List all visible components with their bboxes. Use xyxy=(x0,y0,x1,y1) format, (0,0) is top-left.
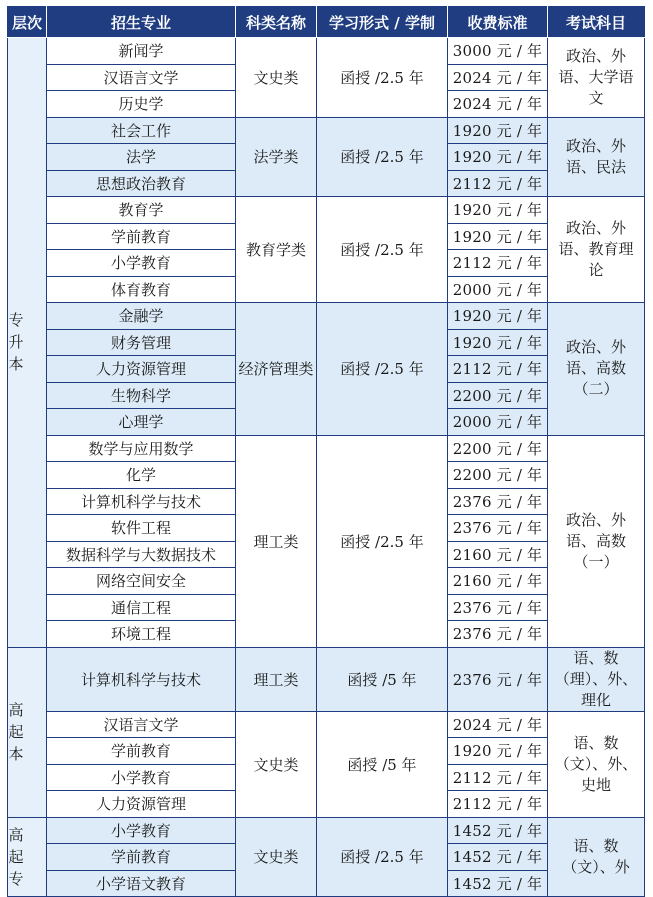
level-label: 高起专 xyxy=(8,825,24,888)
fee-cell: 2200 元 / 年 xyxy=(448,435,548,462)
category-cell: 理工类 xyxy=(236,647,317,711)
fee-cell: 2112 元 / 年 xyxy=(448,250,548,277)
fee-cell: 1920 元 / 年 xyxy=(448,738,548,765)
header-category: 科类名称 xyxy=(236,7,317,38)
header-major: 招生专业 xyxy=(47,7,236,38)
fee-cell: 2376 元 / 年 xyxy=(448,488,548,515)
major-cell: 财务管理 xyxy=(47,329,236,356)
major-cell: 思想政治教育 xyxy=(47,170,236,197)
study-form-cell: 函授 /5 年 xyxy=(317,711,448,817)
table-row xyxy=(8,647,645,711)
major-cell: 小学教育 xyxy=(47,250,236,277)
exam-subjects-cell: 政治、外语、教育理论 xyxy=(548,197,645,303)
fee-cell: 1920 元 / 年 xyxy=(448,197,548,224)
fee-cell: 1920 元 / 年 xyxy=(448,329,548,356)
fee-cell: 3000 元 / 年 xyxy=(448,38,548,65)
fee-cell: 1920 元 / 年 xyxy=(448,117,548,144)
major-cell: 生物科学 xyxy=(47,382,236,409)
fee-cell: 1920 元 / 年 xyxy=(448,223,548,250)
fee-cell: 2112 元 / 年 xyxy=(448,170,548,197)
major-cell: 软件工程 xyxy=(47,515,236,542)
fee-cell: 2024 元 / 年 xyxy=(448,64,548,91)
major-cell: 体育教育 xyxy=(47,276,236,303)
fee-table-container xyxy=(7,6,644,893)
major-cell: 汉语言文学 xyxy=(47,711,236,738)
study-form-cell: 函授 /2.5 年 xyxy=(317,197,448,303)
category-cell: 教育学类 xyxy=(236,197,317,303)
fee-cell: 1452 元 / 年 xyxy=(448,817,548,844)
exam-subjects-cell: 语、数（理）、外、理化 xyxy=(548,647,645,711)
major-cell: 学前教育 xyxy=(47,738,236,765)
major-cell: 金融学 xyxy=(47,303,236,330)
study-form-cell: 函授 /2.5 年 xyxy=(317,38,448,118)
table-row xyxy=(8,435,645,462)
study-form-cell: 函授 /5 年 xyxy=(317,647,448,711)
table-header-row xyxy=(8,7,645,38)
fee-cell: 1452 元 / 年 xyxy=(448,844,548,871)
category-cell: 文史类 xyxy=(236,711,317,817)
exam-subjects-cell: 政治、外语、高数（二） xyxy=(548,303,645,436)
fee-cell: 2200 元 / 年 xyxy=(448,462,548,489)
major-cell: 小学语文教育 xyxy=(47,870,236,897)
table-row xyxy=(8,197,645,224)
category-cell: 经济管理类 xyxy=(236,303,317,436)
major-cell: 社会工作 xyxy=(47,117,236,144)
study-form-cell: 函授 /2.5 年 xyxy=(317,303,448,436)
level-cell xyxy=(8,38,47,648)
major-cell: 历史学 xyxy=(47,91,236,118)
fee-cell: 2024 元 / 年 xyxy=(448,91,548,118)
fee-cell: 2200 元 / 年 xyxy=(448,382,548,409)
fee-cell: 2160 元 / 年 xyxy=(448,568,548,595)
fee-cell: 2160 元 / 年 xyxy=(448,541,548,568)
fee-cell: 2376 元 / 年 xyxy=(448,515,548,542)
table-row xyxy=(8,38,645,65)
exam-subjects-cell: 语、数（文）、外、史地 xyxy=(548,711,645,817)
fee-cell: 2376 元 / 年 xyxy=(448,594,548,621)
level-label: 专升本 xyxy=(8,311,24,374)
major-cell: 数据科学与大数据技术 xyxy=(47,541,236,568)
table-row xyxy=(8,817,645,844)
major-cell: 小学教育 xyxy=(47,817,236,844)
major-cell: 教育学 xyxy=(47,197,236,224)
fee-cell: 1920 元 / 年 xyxy=(448,144,548,171)
study-form-cell: 函授 /2.5 年 xyxy=(317,817,448,897)
header-exam-subjects: 考试科目 xyxy=(548,7,645,38)
enrollment-fee-table xyxy=(7,6,645,897)
exam-subjects-cell: 政治、外语、民法 xyxy=(548,117,645,197)
fee-cell: 2024 元 / 年 xyxy=(448,711,548,738)
major-cell: 网络空间安全 xyxy=(47,568,236,595)
exam-subjects-cell: 语、数（文）、外 xyxy=(548,817,645,897)
major-cell: 学前教育 xyxy=(47,844,236,871)
header-level: 层次 xyxy=(8,7,47,38)
major-cell: 计算机科学与技术 xyxy=(47,647,236,711)
major-cell: 化学 xyxy=(47,462,236,489)
fee-cell: 2376 元 / 年 xyxy=(448,647,548,711)
exam-subjects-cell: 政治、外语、高数（一） xyxy=(548,435,645,647)
major-cell: 人力资源管理 xyxy=(47,356,236,383)
major-cell: 学前教育 xyxy=(47,223,236,250)
major-cell: 小学教育 xyxy=(47,764,236,791)
table-row xyxy=(8,303,645,330)
category-cell: 文史类 xyxy=(236,38,317,118)
major-cell: 汉语言文学 xyxy=(47,64,236,91)
major-cell: 法学 xyxy=(47,144,236,171)
study-form-cell: 函授 /2.5 年 xyxy=(317,435,448,647)
fee-cell: 2112 元 / 年 xyxy=(448,356,548,383)
category-cell: 理工类 xyxy=(236,435,317,647)
fee-cell: 2376 元 / 年 xyxy=(448,621,548,648)
fee-cell: 2000 元 / 年 xyxy=(448,276,548,303)
major-cell: 新闻学 xyxy=(47,38,236,65)
major-cell: 心理学 xyxy=(47,409,236,436)
major-cell: 数学与应用数学 xyxy=(47,435,236,462)
study-form-cell: 函授 /2.5 年 xyxy=(317,117,448,197)
category-cell: 文史类 xyxy=(236,817,317,897)
fee-cell: 2112 元 / 年 xyxy=(448,791,548,818)
table-row xyxy=(8,117,645,144)
header-study-form: 学习形式 / 学制 xyxy=(317,7,448,38)
exam-subjects-cell: 政治、外语、大学语文 xyxy=(548,38,645,118)
fee-cell: 2000 元 / 年 xyxy=(448,409,548,436)
major-cell: 环境工程 xyxy=(47,621,236,648)
major-cell: 通信工程 xyxy=(47,594,236,621)
table-row xyxy=(8,711,645,738)
fee-cell: 2112 元 / 年 xyxy=(448,764,548,791)
major-cell: 计算机科学与技术 xyxy=(47,488,236,515)
table-body xyxy=(8,38,645,897)
header-fee: 收费标准 xyxy=(448,7,548,38)
fee-cell: 1452 元 / 年 xyxy=(448,870,548,897)
level-cell xyxy=(8,647,47,817)
level-label: 高起本 xyxy=(8,701,24,763)
major-cell: 人力资源管理 xyxy=(47,791,236,818)
category-cell: 法学类 xyxy=(236,117,317,197)
fee-cell: 1920 元 / 年 xyxy=(448,303,548,330)
